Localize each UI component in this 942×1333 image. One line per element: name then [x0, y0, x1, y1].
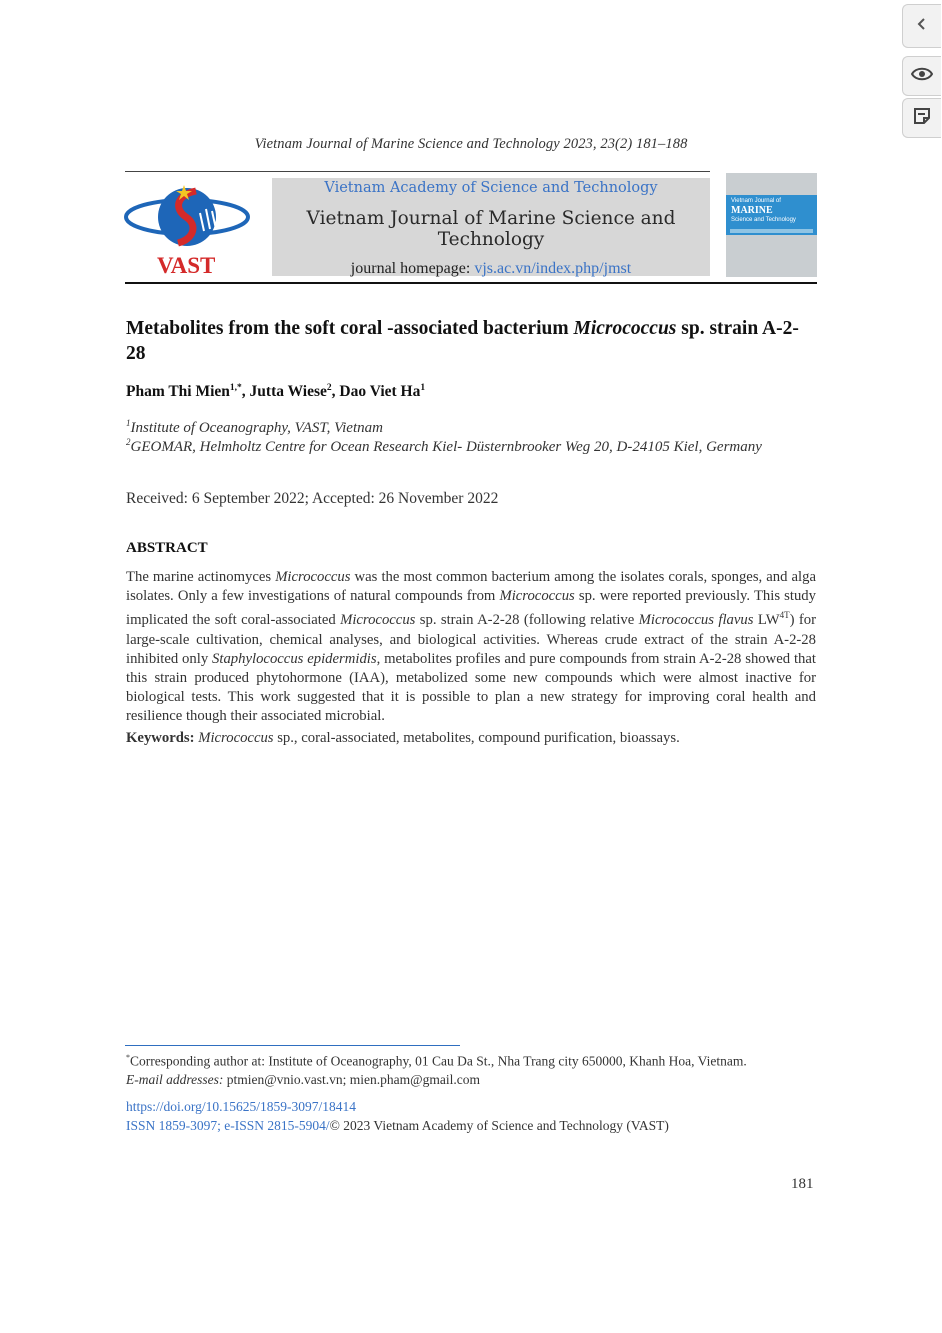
note-icon — [912, 106, 932, 131]
chevron-left-icon — [915, 17, 929, 36]
academy-name: Vietnam Academy of Science and Technology — [324, 180, 658, 196]
corresponding-author: Corresponding author at: Institute of Oceanography, 01 Cau Da St., Nha Trang city 650000, Khanh Hoa, Vietnam. — [130, 1053, 747, 1069]
viewer-sidebar — [902, 0, 942, 140]
cover-line-1: Vietnam Journal of — [731, 198, 781, 204]
homepage-label: journal homepage: — [350, 260, 471, 277]
title-genus: Micrococcus — [573, 318, 677, 339]
banner-rule — [125, 282, 817, 284]
affiliation-1: $^1$Institute of Oceanography, VAST, Vietnam — [126, 418, 383, 436]
journal-banner — [272, 178, 710, 276]
author-list: Pham Thi Mien$^{1,*}$, Jutta Wiese$^2$, Dao Viet Ha$^1$ — [126, 383, 426, 401]
received-dates: Received: 6 September 2022; Accepted: 26 November 2022 — [126, 490, 499, 507]
doi-link[interactable]: https://doi.org/10.15625/1859-3097/18414 — [126, 1099, 357, 1114]
author-affil-mark: 2 — [326, 383, 332, 393]
eye-icon — [911, 66, 933, 87]
notes-button[interactable] — [902, 98, 941, 138]
affiliation-2: $^2$GEOMAR, Helmholtz Centre for Ocean Research Kiel- Düsternbrooker Weg 20, D-24105 Kiel, Germany — [126, 437, 762, 455]
email-addresses: ptmien@vnio.vast.vn; mien.pham@gmail.com — [223, 1071, 480, 1087]
vast-logo — [124, 179, 254, 277]
abstract-text: The marine actinomyces Micrococcus was the most common bacterium among the isolates corals, sponges, and alga isolates. Only a few investigations of natural compounds from Micrococcus sp. were reported previously. This study implicated the soft coral-associated Micrococcus sp. strain A-2-28 (following relative Micrococcus flavus $LW^{4T}$) for large-scale cultivation, chemical analyses, and biological activities. Whereas crude extract of the strain A-2-28 inhibited only Staphylococcus epidermidis, metabolites profiles and pure compounds from strain A-2-28 showed that this strain produced phytohormone (IAA), metabolized some new compounds which were almost inactive for biological tests. This work suggested that it is possible to plan a new strategy for improving coral health and resilience though their associated microbial. — [126, 569, 816, 725]
cover-line-2: MARINE — [731, 205, 773, 216]
journal-name: Vietnam Journal of Marine Science and Technology — [306, 208, 676, 250]
title-prefix: Metabolites from the soft coral -associated bacterium — [126, 318, 574, 339]
abstract-heading: ABSTRACT — [126, 540, 208, 556]
corresponding-footnote: *Corresponding author at: Institute of Oceanography, 01 Cau Da St., Nha Trang city 650000, Khanh Hoa, Vietnam. E-mail addresses: ptmien@vnio.vast.vn; mien.pham@gmail.com — [126, 1053, 747, 1087]
journal-homepage — [272, 260, 710, 278]
paper-title — [126, 316, 816, 366]
footnote-rule — [125, 1045, 460, 1046]
running-header: Vietnam Journal of Marine Science and Technology 2023, 23(2) 181–188 — [254, 136, 688, 152]
author-name: Pham Thi Mien — [126, 383, 230, 401]
journal-cover-thumbnail — [726, 173, 817, 277]
vast-logo-text: VAST — [157, 253, 216, 277]
email-label: E-mail addresses: — [126, 1071, 224, 1087]
preview-button[interactable] — [902, 56, 941, 96]
keywords: Keywords: Micrococcus sp., coral-associated, metabolites, compound purification, bioassays. — [126, 730, 680, 746]
homepage-link[interactable]: vjs.ac.vn/index.php/jmst — [474, 260, 632, 277]
author-name: Jutta Wiese — [249, 383, 327, 401]
author-affil-mark: 1,* — [229, 383, 242, 393]
author-affil-mark: 1 — [420, 383, 426, 393]
page-number: 181 — [791, 1176, 814, 1192]
keywords-label: Keywords: — [126, 730, 195, 746]
collapse-sidebar-button[interactable] — [902, 4, 941, 48]
header-rule — [125, 171, 710, 172]
cover-line-3: Science and Technology — [731, 217, 796, 223]
title-suffix: sp. strain A-2-28 — [126, 318, 799, 364]
author-name: Dao Viet Ha — [339, 383, 421, 401]
issn-line: ISSN 1859-3097; e-ISSN 2815-5904/© 2023 Vietnam Academy of Science and Technology (VAST) — [126, 1118, 669, 1133]
